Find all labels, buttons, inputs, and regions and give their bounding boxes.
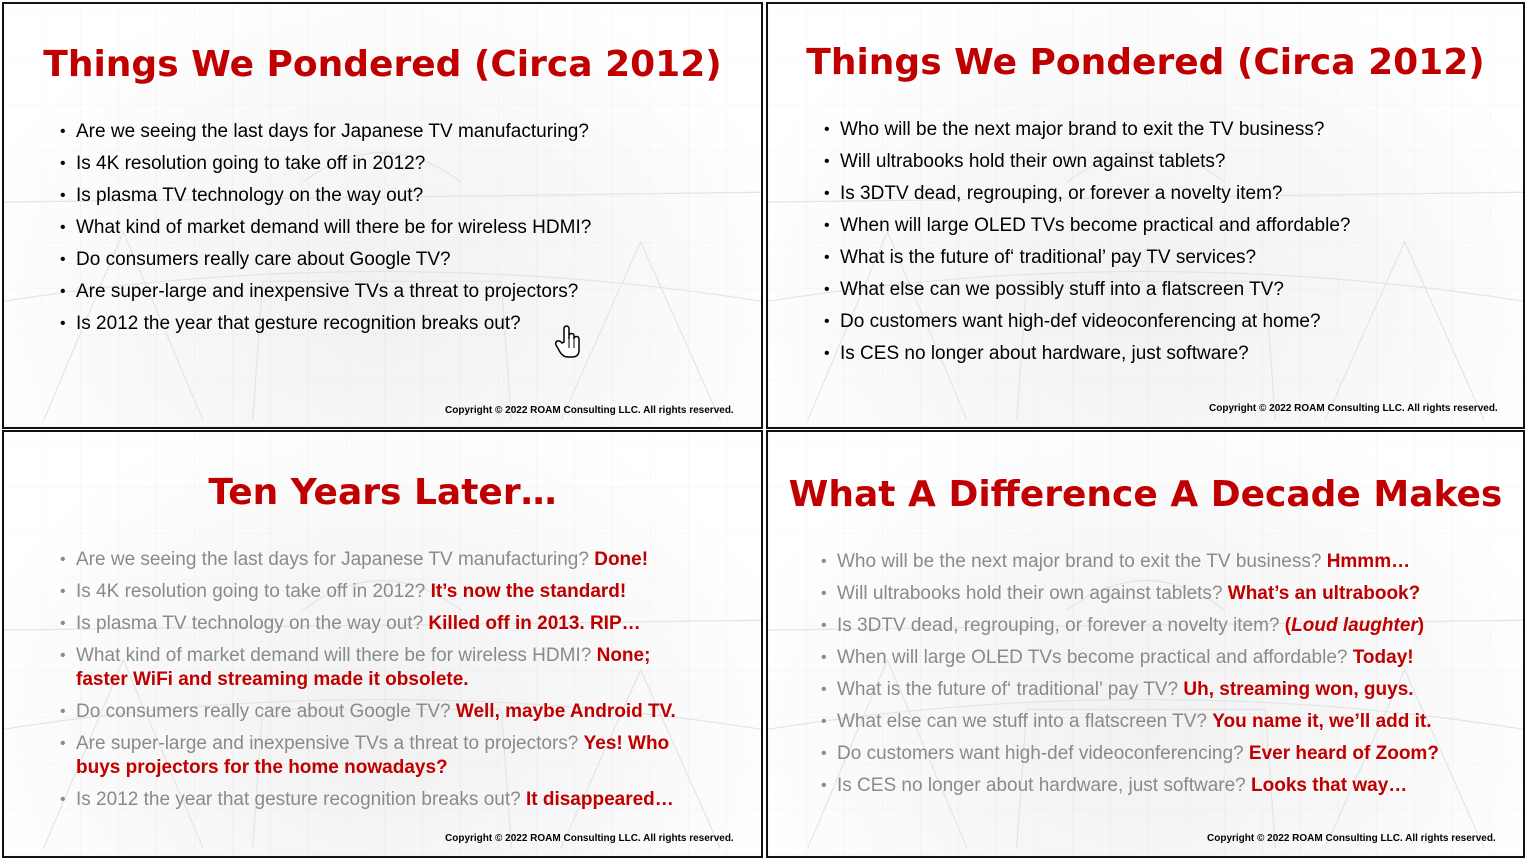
hand-pointer-icon xyxy=(554,324,584,360)
answer-text: You name it, we’ll add it. xyxy=(1212,711,1432,732)
slide-title: What A Difference A Decade Makes xyxy=(788,474,1503,515)
question-text: Do customers want high-def videoconferencing? xyxy=(837,743,1244,764)
question-text: Are super-large and inexpensive TVs a threat to projectors? xyxy=(76,733,579,754)
list-item: • Will ultrabooks hold their own against tablets? xyxy=(824,150,1350,174)
slide-title: Things We Pondered (Circa 2012) xyxy=(43,44,722,85)
slide-title: Things We Pondered (Circa 2012) xyxy=(806,42,1485,83)
list-item xyxy=(821,742,1439,766)
list-item xyxy=(60,548,676,572)
list-item xyxy=(60,788,676,812)
list-item xyxy=(821,774,1439,798)
question-text: Is CES no longer about hardware, just software? xyxy=(837,775,1246,796)
copyright: Copyright © 2022 ROAM Consulting LLC. All rights reserved. xyxy=(445,405,734,416)
answer-text: Ever heard of Zoom? xyxy=(1248,743,1439,764)
question-text: Is plasma TV technology on the way out? xyxy=(76,613,424,634)
list-item xyxy=(60,612,676,636)
question-text: Is 2012 the year that gesture recognition breaks out? xyxy=(76,789,521,810)
list-item: • What is the future of‘ traditional’ pay TV services? xyxy=(824,246,1350,270)
answer-list xyxy=(821,550,1439,806)
copyright: Copyright © 2022 ROAM Consulting LLC. All rights reserved. xyxy=(1209,403,1498,414)
answer-text: Well, maybe Android TV. xyxy=(455,701,676,722)
answer-text-continued: faster WiFi and streaming made it obsolete. xyxy=(76,669,469,690)
answer-text: It disappeared… xyxy=(525,789,674,810)
list-item: • Do customers want high-def videoconferencing at home? xyxy=(824,310,1350,334)
question-list xyxy=(60,120,591,344)
list-item xyxy=(60,644,676,692)
answer-text: Today! xyxy=(1352,647,1414,668)
answer-text: What’s an ultrabook? xyxy=(1227,583,1421,604)
list-item: • Is 4K resolution going to take off in 2012? xyxy=(60,152,591,176)
list-item xyxy=(60,732,676,780)
question-text: What is the future of‘ traditional’ pay TV? xyxy=(837,679,1179,700)
list-item: • Is CES no longer about hardware, just software? xyxy=(824,342,1350,366)
copyright: Copyright © 2022 ROAM Consulting LLC. All rights reserved. xyxy=(445,833,734,844)
list-item: • Who will be the next major brand to exit the TV business? xyxy=(824,118,1350,142)
list-item: • What kind of market demand will there be for wireless HDMI? xyxy=(60,216,591,240)
question-text: Will ultrabooks hold their own against tablets? xyxy=(837,583,1223,604)
answer-text: Killed off in 2013. RIP… xyxy=(428,613,641,634)
question-text: Are we seeing the last days for Japanese TV manufacturing? xyxy=(76,549,589,570)
list-item xyxy=(821,550,1439,574)
answer-italic: Loud laughter xyxy=(1291,615,1418,636)
question-text: What kind of market demand will there be for wireless HDMI? xyxy=(76,645,592,666)
list-item: • Is 2012 the year that gesture recognition breaks out? xyxy=(60,312,591,336)
slide-2 xyxy=(766,2,1525,429)
question-text: Is 3DTV dead, regrouping, or forever a novelty item? xyxy=(837,615,1280,636)
list-item: • Is plasma TV technology on the way out? xyxy=(60,184,591,208)
question-text: What else can we stuff into a flatscreen TV? xyxy=(837,711,1207,732)
question-text: Who will be the next major brand to exit the TV business? xyxy=(837,551,1322,572)
list-item xyxy=(60,580,676,604)
question-list xyxy=(824,118,1350,374)
list-item: • When will large OLED TVs become practical and affordable? xyxy=(824,214,1350,238)
slide-3 xyxy=(2,430,763,858)
answer-text: Looks that way… xyxy=(1251,775,1408,796)
slide-title: Ten Years Later… xyxy=(208,472,557,513)
list-item: • What else can we possibly stuff into a flatscreen TV? xyxy=(824,278,1350,302)
list-item: • Do consumers really care about Google TV? xyxy=(60,248,591,272)
list-item: • Is 3DTV dead, regrouping, or forever a novelty item? xyxy=(824,182,1350,206)
answer-list xyxy=(60,548,676,820)
slide-1 xyxy=(2,2,763,429)
answer-text: It’s now the standard! xyxy=(430,581,627,602)
slide-4 xyxy=(766,430,1525,858)
question-text: When will large OLED TVs become practical and affordable? xyxy=(837,647,1348,668)
list-item xyxy=(821,582,1439,606)
answer-text: Done! xyxy=(594,549,649,570)
list-item xyxy=(821,614,1439,638)
list-item: • Are we seeing the last days for Japanese TV manufacturing? xyxy=(60,120,591,144)
answer-text: Uh, streaming won, guys. xyxy=(1183,679,1414,700)
answer-text: None; xyxy=(596,645,651,666)
answer-text-continued: buys projectors for the home nowadays? xyxy=(76,757,448,778)
answer-text: Hmmm… xyxy=(1326,551,1411,572)
list-item xyxy=(821,710,1439,734)
list-item: • Are super-large and inexpensive TVs a threat to projectors? xyxy=(60,280,591,304)
answer-text: (Loud laughter) xyxy=(1284,615,1425,636)
question-text: Do consumers really care about Google TV? xyxy=(76,701,451,722)
list-item xyxy=(821,646,1439,670)
answer-text: Yes! Who xyxy=(583,733,670,754)
list-item xyxy=(60,700,676,724)
list-item xyxy=(821,678,1439,702)
copyright: Copyright © 2022 ROAM Consulting LLC. All rights reserved. xyxy=(1207,833,1496,844)
question-text: Is 4K resolution going to take off in 2012? xyxy=(76,581,426,602)
